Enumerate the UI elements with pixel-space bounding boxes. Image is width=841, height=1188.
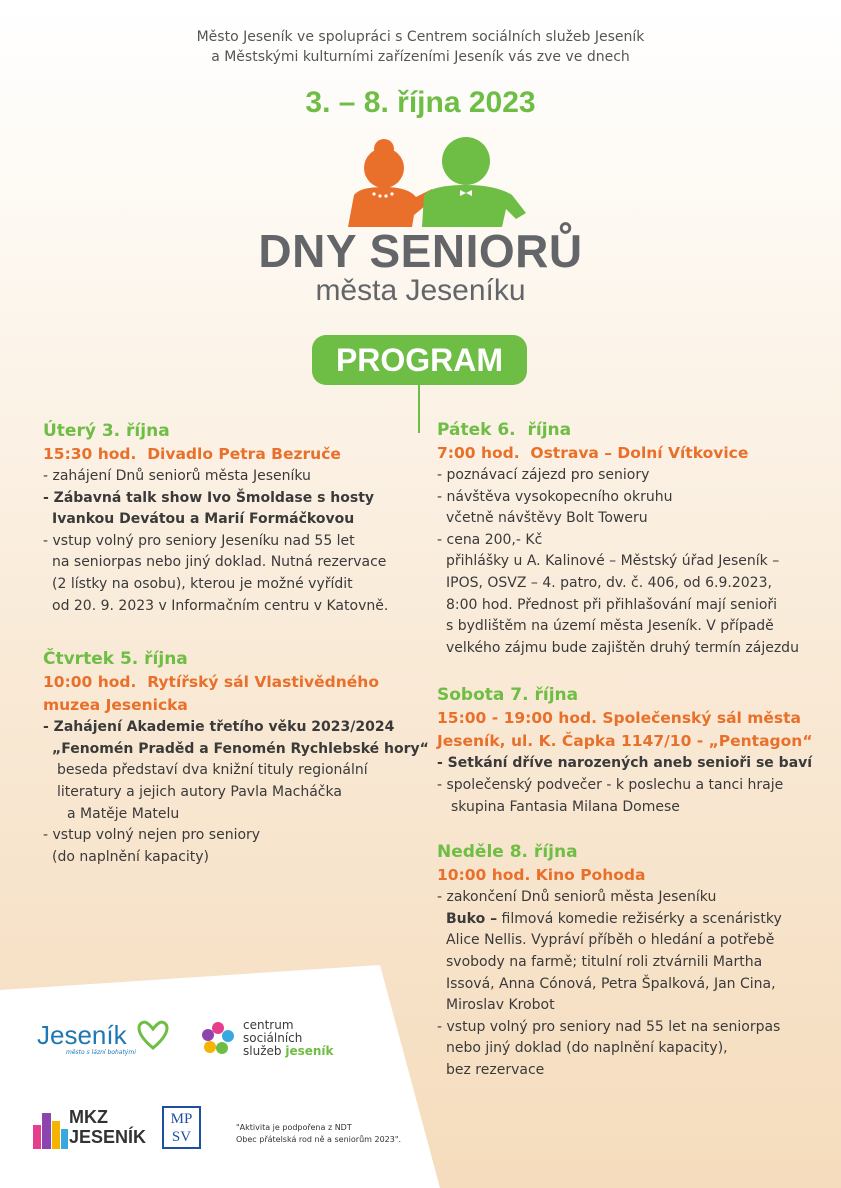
intro-line-1: Město Jeseník ve spolupráci s Centrem sociálních služeb Jeseník	[196, 29, 645, 45]
text-line: 8:00 hod. Přednost při přihlašování mají senioři	[446, 596, 778, 613]
intro-line-2: a Městskými kulturními zařízeními Jeseník vás zve ve dnech	[211, 49, 630, 65]
text-line: a Matěje Matelu	[67, 805, 180, 822]
text-line: - zakončení Dnů seniorů města Jeseníku	[437, 889, 717, 906]
css-word-green: jeseník	[285, 1044, 334, 1058]
text-line: „Fenomén Praděd a Fenomén Rychlebské hory“	[52, 740, 429, 757]
text-line: IPOS, OSVZ – 4. patro, dv. č. 406, od 6.9.2023,	[446, 574, 772, 591]
text-line: na seniorpas nebo jiný doklad. Nutná rezervace	[52, 554, 387, 571]
day-sunday: Neděle 8. října	[437, 842, 578, 863]
css-line-1: centrum	[243, 1018, 294, 1032]
text-line: velkého zájmu bude zajištěn druhý termín zájezdu	[446, 639, 799, 656]
program-badge: PROGRAM	[312, 335, 527, 385]
css-line-2: sociálních	[243, 1031, 303, 1045]
man-icon	[422, 137, 526, 227]
text-line: Ivankou Devátou a Marií Formáčkovou	[52, 511, 355, 528]
text-line: - Zahájení Akademie třetího věku 2023/2024	[43, 719, 395, 736]
note-line-2: Obec přátelská rod ně a seniorům 2023".	[236, 1135, 402, 1144]
text-line: - Setkání dříve narozených aneb senioři se baví	[437, 755, 813, 772]
day-thursday: Čtvrtek 5. října	[43, 649, 188, 670]
text-line: Miroslav Krobot	[446, 997, 555, 1014]
text-line: beseda představí dva knižní tituly regionální	[57, 762, 368, 779]
text-line: skupina Fantasia Milana Domese	[451, 798, 680, 815]
support-note	[236, 1122, 401, 1146]
css-line-3	[243, 1045, 334, 1058]
flower-icon	[200, 1020, 236, 1056]
mkz-line-2: JESENÍK	[69, 1127, 147, 1147]
event-thursday-2: muzea Jesenicka	[43, 696, 188, 715]
woman-icon	[348, 139, 436, 227]
mkz-logo-text	[69, 1107, 146, 1147]
text-line: svobody na farmě; titulní roli ztvárnili Martha	[446, 953, 763, 970]
event-thursday-1: 10:00 hod. Rytířský sál Vlastivědného	[43, 673, 379, 692]
text-line: včetně návštěvy Bolt Toweru	[446, 510, 648, 527]
text-line: (do naplnění kapacity)	[52, 848, 210, 865]
jesenik-slogan: město s lázní bohatými	[66, 1049, 136, 1056]
text-line: - zahájení Dnů seniorů města Jeseníku	[43, 468, 311, 484]
intro-text	[0, 27, 841, 67]
text-line: (2 lístky na osobu), kterou je možné vyřídit	[52, 575, 353, 592]
text-line: - cena 200,- Kč	[437, 531, 543, 548]
event-saturday-1: 15:00 - 19:00 hod. Společenský sál města	[437, 709, 802, 728]
text-line: - Zábavná talk show Ivo Šmoldase s hosty	[43, 489, 375, 506]
css-logo-text	[243, 1019, 334, 1058]
event-dates: 3. – 8. října 2023	[305, 86, 536, 119]
css-word: služeb	[243, 1044, 282, 1058]
note-line-1: "Aktivita je podpořena z NDT	[236, 1123, 352, 1132]
event-friday: 7:00 hod. Ostrava – Dolní Vítkovice	[437, 444, 749, 462]
text-line: - vstup volný pro seniory nad 55 let na seniorpas	[437, 1018, 781, 1035]
text-line: - návštěva vysokopecního okruhu	[437, 488, 673, 505]
text-line: od 20. 9. 2023 v Informačním centru v Katovně.	[52, 597, 389, 614]
text-line: s bydlištěm na území města Jeseník. V případě	[446, 618, 774, 635]
sub-title: města Jeseníku	[315, 274, 526, 307]
text-line: - vstup volný nejen pro seniory	[43, 827, 261, 844]
film-title: Buko –	[446, 910, 498, 927]
event-saturday-2: Jeseník, ul. K. Čapka 1147/10 - „Pentagon“	[437, 732, 813, 751]
text-line	[437, 909, 813, 931]
mpsv-line-2: SV	[171, 1129, 192, 1145]
text-line: - vstup volný pro seniory Jeseníku nad 55 let	[43, 532, 355, 549]
text-line: přihlášky u A. Kalinové – Městský úřad Jeseník –	[446, 553, 780, 570]
right-column	[437, 418, 813, 1081]
day-saturday: Sobota 7. října	[437, 685, 579, 706]
text-line: Alice Nellis. Vypráví příběh o hledání a potřebě	[446, 932, 775, 949]
text-line: bez rezervace	[446, 1061, 545, 1078]
text-line: - poznávací zájezd pro seniory	[437, 467, 650, 483]
text-line: literatury a jejich autory Pavla Macháčka	[57, 783, 342, 800]
event-sunday: 10:00 hod. Kino Pohoda	[437, 866, 646, 885]
day-friday: Pátek 6. října	[437, 420, 572, 440]
day-tuesday: Úterý 3. října	[43, 421, 170, 441]
text-line: - společenský podvečer - k poslechu a tanci hraje	[437, 776, 784, 793]
jesenik-logo-text: Jeseník	[37, 1020, 127, 1050]
left-column	[43, 419, 429, 868]
event-tuesday: 15:30 hod. Divadlo Petra Bezruče	[43, 445, 341, 463]
film-desc: filmová komedie režisérky a scenáristky	[497, 910, 782, 927]
heart-icon	[137, 1020, 169, 1050]
text-line: Issová, Anna Cónová, Petra Špalková, Jan Cina,	[446, 975, 776, 992]
mpsv-logo	[162, 1106, 201, 1149]
mpsv-line-1: MP	[170, 1111, 193, 1127]
mkz-line-1: MKZ	[69, 1107, 108, 1127]
text-line: nebo jiný doklad (do naplnění kapacity),	[446, 1040, 728, 1057]
main-title: DNY SENIORŮ	[258, 225, 583, 277]
seniors-couple-logo	[340, 135, 530, 227]
mkz-buildings-icon	[31, 1107, 69, 1149]
